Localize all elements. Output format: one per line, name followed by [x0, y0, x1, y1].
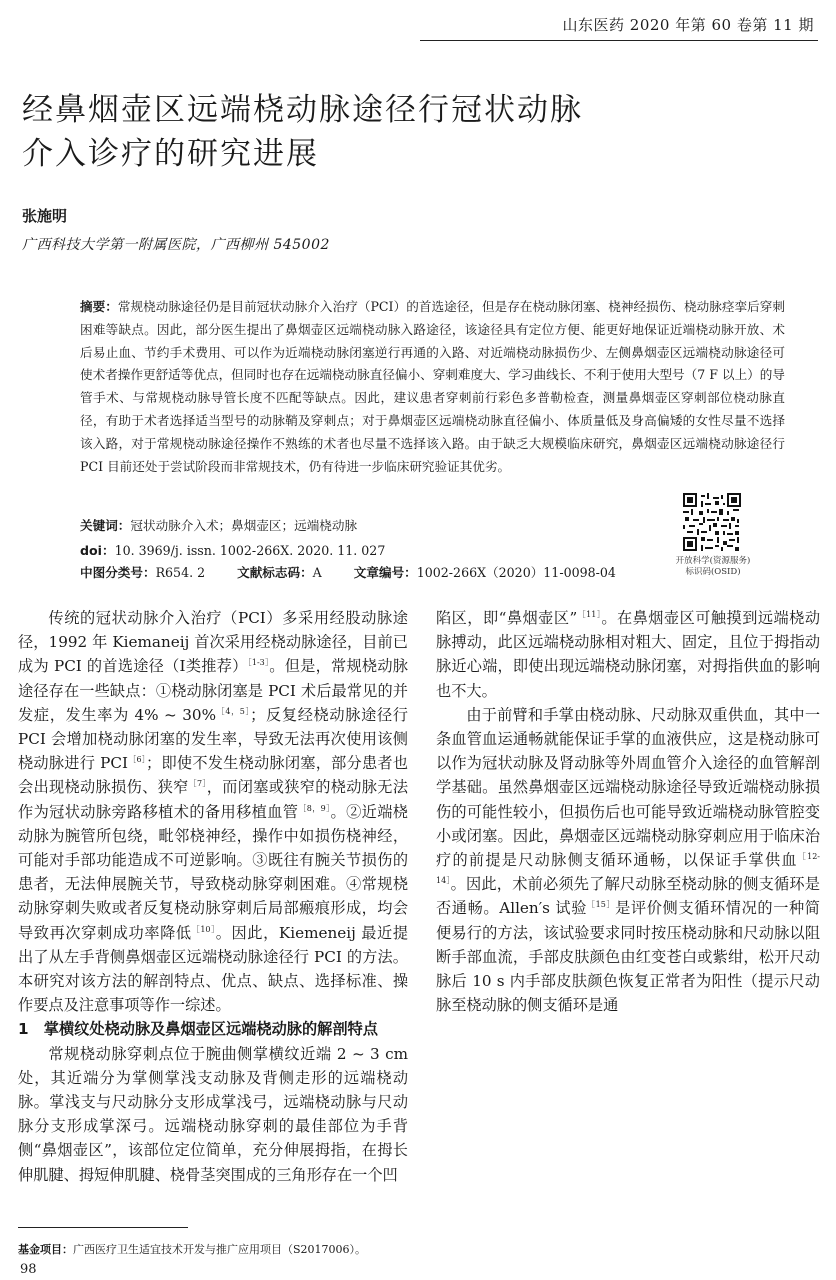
body-paragraph: [18, 1042, 408, 1187]
keywords-label: 关键词：: [80, 518, 131, 533]
citation-ref: ［7］: [188, 779, 207, 789]
body-column-left: [18, 606, 408, 1187]
body-text: ，而闭塞或狭窄的桡动脉无法作为冠状动脉旁路移植术的备用移植血管: [18, 778, 409, 821]
author-name: 张施明: [22, 207, 68, 225]
citation-ref: ［11］: [577, 609, 602, 619]
citation-ref: ［8，9］: [298, 803, 331, 813]
doi-value: 10. 3969/j. issn. 1002-266X. 2020. 11. 027: [114, 543, 386, 558]
page-number: 98: [20, 1262, 37, 1277]
classification-line: [80, 562, 616, 581]
body-text: 传统的冠状动脉介入治疗（PCI）多采用经股动脉途径，1992 年 Kiemaneij 首次采用经桡动脉途径，目前已成为 PCI 的首选途径（Ⅰ类推荐）: [18, 609, 408, 676]
keywords: [80, 515, 357, 534]
body-text: 由于前臂和手掌由桡动脉、尺动脉双重供血，其中一条血管血运通畅就能保证手掌的血液供应，这是桡动脉可以作为冠状动脉及肾动脉等外周血管介入途径的血管解剖学基础。虽然鼻烟壶区远端桡动脉途径导致近端桡动脉损伤的可能性较小，但损伤后也可能导致近端桡动脉管腔变小或闭塞。因此，鼻烟壶区远端桡动脉穿刺应用于临床治疗的前提是尺动脉侧支循环通畅，以保证手掌供血: [436, 705, 820, 870]
body-text: ；即使不发生桡动脉闭塞，部分患者也会出现桡动脉损伤、狭窄: [18, 754, 408, 797]
keywords-text: 冠状动脉介入术；鼻烟壶区；远端桡动脉: [130, 518, 358, 533]
body-text: 常规桡动脉穿刺点位于腕曲侧掌横纹近端 2 ~ 3 cm 处，其近端分为掌侧掌浅支动脉及背侧走形的远端桡动脉。掌浅支与尺动脉分支形成掌浅弓，远端桡动脉与尺动脉分支形成掌深弓。远端桡动脉穿刺的最佳部位为手背侧“鼻烟壶区”，该部位定位简单，充分伸展拇指，在拇长伸肌腱、拇短伸肌腱、桡骨茎突围成的三角形存在一个凹: [18, 1044, 408, 1184]
body-text: 。在鼻烟壶区可触摸到远端桡动脉搏动，此区远端桡动脉相对粗大、固定，且位于拇指动脉近心端，即使出现远端桡动脉闭塞，对拇指供血的影响也不大。: [436, 609, 821, 700]
doc-code-label: 文献标志码：: [237, 565, 313, 580]
running-head: 山东医药 2020 年第 60 卷第 11 期: [562, 16, 814, 34]
body-text: 。但是，常规桡动脉途径存在一些缺点：①桡动脉闭塞是 PCI 术后最常见的并发症，发生率为 4% ~ 30%: [18, 657, 408, 724]
title-line-1: 经鼻烟壶区远端桡动脉途径行冠状动脉: [22, 92, 583, 128]
citation-ref: ［1-3］: [247, 658, 270, 668]
article-number-value: 1002-266X（2020）11-0098-04: [416, 565, 616, 580]
abstract-text: 常规桡动脉途径仍是目前冠状动脉介入治疗（PCI）的首选途径，但是存在桡动脉闭塞、桡神经损伤、桡动脉痉挛后穿刺困难等缺点。因此，部分医生提出了鼻烟壶区远端桡动脉入路途径，该途径具有定位方便、能更好地保证近端桡动脉开放、术后易止血、节约手术费用、可以作为近端桡动脉闭塞逆行再通的入路、对近端桡动脉损伤少、左侧鼻烟壶区远端桡动脉途径可使术者操作更舒适等优点，但同时也存在远端桡动脉直径偏小、穿刺难度大、学习曲线长、不利于使用大型号（7 F 以上）的导管手术、与常规桡动脉导管长度不匹配等缺点。因此，建议患者穿刺前行彩色多普勒检查，测量鼻烟壶区穿刺部位桡动脉直径，有助于术者选择适当型号的动脉鞘及穿刺点；对于鼻烟壶区远端桡动脉直径偏小、体质量低及身高偏矮的女性尽量不选择该入路，对于常规桡动脉途径操作不熟练的术者也尽量不选择该入路。由于缺乏大规模临床研究，鼻烟壶区远端桡动脉途径行 PCI 目前还处于尝试阶段而非常规技术，仍有待进一步临床研究验证其优劣。: [80, 299, 785, 474]
body-text: 。②近端桡动脉为腕管所包绕，毗邻桡神经，操作中如损伤桡神经，可能对手部功能造成不可逆影响。③既往有腕关节损伤的患者，无法伸展腕关节，导致桡动脉穿刺困难。④常规桡动脉穿刺失败或者反复桡动脉穿刺后局部瘢痕形成，均会导致再次穿刺成功率降低: [18, 802, 408, 942]
funding-note: [18, 1241, 366, 1257]
citation-ref: ［10］: [191, 924, 216, 934]
osid-caption-line-1: 开放科学(资源服务): [675, 556, 751, 566]
citation-ref: ［4，5］: [216, 706, 251, 716]
body-text: 是评价侧支循环情况的一种简便易行的方法，该试验要求同时按压桡动脉和尺动脉以阻断手部血流，手部皮肤颜色由红变苍白或紫绀，松开尺动脉后 10 s 内手部皮肤颜色恢复正常者为阳性（提示尺动脉至桡动脉的侧支循环是通: [436, 899, 820, 1015]
author-affiliation: 广西科技大学第一附属医院，广西柳州 545002: [22, 237, 330, 253]
abstract: [80, 296, 785, 478]
clc-value: R654. 2: [155, 565, 206, 580]
citation-ref: ［15］: [587, 900, 616, 910]
doi-label: doi：: [80, 543, 115, 558]
header-rule: [420, 40, 818, 41]
clc-label: 中图分类号：: [80, 565, 156, 580]
title-line-2: 介入诊疗的研究进展: [22, 136, 319, 172]
body-text: 。因此，术前必须先了解尺动脉至桡动脉的侧支循环是否通畅。Allen′s 试验: [436, 875, 820, 918]
body-paragraph-continued: [436, 606, 820, 703]
article-number-label: 文章编号：: [353, 565, 417, 580]
qr-code-icon: [683, 493, 741, 551]
doc-code-value: A: [312, 565, 322, 580]
osid-caption-line-2: 标识码(OSID): [685, 567, 741, 577]
footnote-rule: [18, 1227, 188, 1228]
funding-text: 广西医疗卫生适宜技术开发与推广应用项目（S2017006）。: [73, 1243, 367, 1256]
body-column-right: [436, 606, 820, 1017]
body-paragraph: [436, 703, 820, 1018]
section-heading: 1 掌横纹处桡动脉及鼻烟壶区远端桡动脉的解剖特点: [18, 1020, 378, 1039]
body-paragraph: [18, 606, 408, 1017]
osid-caption: [660, 556, 766, 578]
citation-ref: ［12-14］: [436, 851, 821, 886]
funding-label: 基金项目：: [18, 1243, 73, 1256]
body-text: 陷区，即“鼻烟壶区”: [436, 609, 578, 627]
doi-line: [80, 540, 385, 559]
body-text: ；反复经桡动脉途径行 PCI 会增加桡动脉闭塞的发生率，导致无法再次使用该侧桡动脉进行 PCI: [18, 705, 408, 773]
article-title: [22, 88, 662, 176]
abstract-label: 摘要：: [80, 299, 118, 314]
body-text: 。因此，Kiemeneij 最近提出了从左手背侧鼻烟壶区远端桡动脉途径行 PCI 的方法。本研究对该方法的解剖特点、优点、缺点、选择标准、操作要点及注意事项等作一综述。: [18, 923, 409, 1015]
citation-ref: ［6］: [128, 755, 147, 765]
